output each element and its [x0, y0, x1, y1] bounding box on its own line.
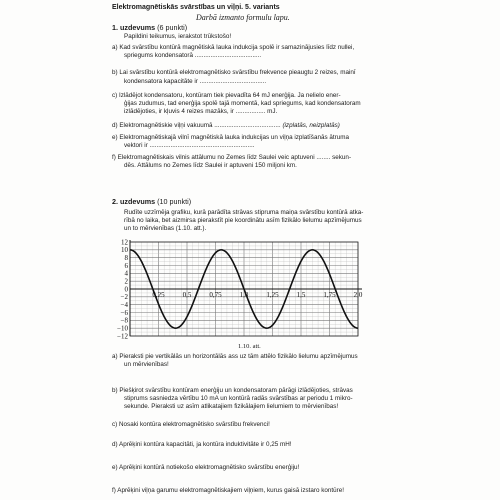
- y-tick-label: 6: [124, 261, 128, 270]
- y-tick-label: −10: [117, 324, 128, 333]
- y-tick-label: −12: [117, 332, 128, 340]
- task1-b-line1: b) Lai svārstību kontūrā elektromagnētisko svārstību frekvence pieaugtu 2 reizes, mainī: [112, 69, 356, 76]
- task2-b-line2: stiprums sasniedza vērtību 10 mA un kontūrā radās svārstības ar periodu 1 mikro-: [124, 395, 353, 402]
- task2-intro-line1: Rudīte uzzīmēja grafiku, kurā parādīta strāvas stipruma maiņa svārstību kontūrā atka-: [124, 209, 364, 216]
- y-tick-label: 0: [124, 285, 128, 294]
- x-tick-label: 0,75: [209, 291, 222, 299]
- task1-intro: Papildini teikumus, ierakstot trūkstošo!: [124, 33, 232, 40]
- task1-d-text: d) Elektromagnētiskie viļņi vakuumā ......................................: [112, 122, 281, 129]
- task2-e-line: e) Aprēķini kontūrā notiekošo elektromagnētisko svārstību enerģiju!: [112, 464, 300, 471]
- x-tick-labels: [152, 291, 363, 299]
- x-tick-label: 1,5: [296, 291, 306, 299]
- task1-c-line2: ģijas zudumus, tad enerģija spolē tajā momentā, kad spriegums, kad kondensatoram: [124, 100, 361, 107]
- task2-a-line1: a) Pieraksti pie vertikālās un horizontālās ass uz tām attēlo fizikālo lielumu apzīmējumus: [112, 353, 358, 360]
- task2-intro-line2: rībā no laika, bet aizmirsa pierakstīt pie koordinātu asīm fizikālo lielumu apzīmējumus: [124, 217, 362, 224]
- y-tick-label: −4: [120, 300, 128, 309]
- y-tick-labels: [117, 238, 128, 340]
- formula-hint: Darbā izmanto formulu lapu.: [196, 13, 290, 22]
- y-tick-label: 10: [121, 246, 128, 255]
- x-tick-label: 1,25: [266, 291, 279, 299]
- task2-heading: [112, 198, 191, 206]
- task1-heading: [112, 24, 187, 32]
- task2-b-line1: b) Piešķirot svārstību kontūram enerģiju un kondensatoram pārāgi izlādējoties, strāvas: [112, 387, 353, 394]
- y-tick-label: 4: [124, 269, 128, 278]
- task1-b-line2[interactable]: kondensatora kapacitāte ir ......................................: [124, 78, 267, 85]
- x-tick-label: 1,75: [323, 291, 336, 299]
- task2-a-line2: un mērvienības!: [124, 361, 169, 368]
- task1-e-line2[interactable]: vektori ir ............................................................: [124, 142, 255, 149]
- current-time-graph: [110, 238, 366, 340]
- task1-e-line1: e) Elektromagnētiskajā vilnī magnētiskā lauka indukcijas un viļņa izplatīšanās ātruma: [112, 134, 349, 141]
- task1-a-line2[interactable]: spriegums kondensatorā ......................................: [124, 52, 262, 59]
- x-tick-label: 0,25: [152, 291, 165, 299]
- task1-number: 1. uzdevums: [112, 23, 156, 32]
- figure-caption: 1.10. att.: [238, 343, 261, 350]
- task1-c-line1: c) Izlādējot kondensatoru, kontūram tiek pievadīta 64 mJ enerģija. Ja nelielo ener-: [112, 92, 341, 99]
- x-tick-label: 0,5: [182, 291, 192, 299]
- task2-c-line: c) Nosaki kontūra elektromagnētisko svārstību frekvenci!: [112, 421, 270, 428]
- y-tick-label: −6: [120, 308, 128, 317]
- task1-c-line3[interactable]: izlādējoties, ir kļuvis 4 reizes mazāks, ir ................. mJ.: [124, 108, 278, 115]
- task2-intro-line3: un to mērvienības (1.10. att.).: [124, 225, 207, 232]
- task1-a-line1: a) Kad svārstību kontūrā magnētiskā lauka indukcija spolē ir samazinājusies līdz nullei,: [112, 44, 355, 51]
- y-tick-label: 12: [121, 238, 128, 247]
- worksheet-title: Elektromagnētiskās svārstības un viļņi. 5. variants: [112, 4, 280, 11]
- task2-d-line: d) Aprēķini kontūra kapacitāti, ja kontūra induktivitāte ir 0,25 mH!: [112, 441, 292, 448]
- x-tick-label: 1,0: [239, 291, 249, 299]
- task1-f-line1[interactable]: f) Elektromagnētiskais vilnis attālumu no Zemes līdz Saulei veic aptuveni ........ sekun-: [112, 154, 352, 161]
- task1-points: (6 punkti): [157, 23, 188, 32]
- y-tick-label: −8: [120, 316, 128, 325]
- task1-d-options: (izplatās, neizplatās): [282, 122, 340, 129]
- task1-d-line[interactable]: [112, 122, 340, 130]
- y-tick-label: −2: [120, 293, 128, 302]
- x-tick-label: 2,0: [353, 291, 363, 299]
- y-tick-label: 2: [124, 277, 128, 286]
- task1-f-line2: dēs. Attālums no Zemes līdz Saulei ir aptuveni 150 miljoni km.: [124, 162, 297, 169]
- task2-points: (10 punkti): [157, 197, 192, 206]
- task2-b-line3: sekunde. Pieraksti uz asīm atlikatajiem fizikālajiem lielumiem to mērvienības!: [124, 403, 339, 410]
- chart-axes: [130, 240, 362, 336]
- task2-f-line: f) Aprēķini viļņa garumu elektromagnētiskajiem viļņiem, kurus gaisā izstaro kontūre!: [112, 487, 345, 494]
- task2-number: 2. uzdevums: [112, 197, 156, 206]
- y-tick-label: 8: [124, 253, 128, 262]
